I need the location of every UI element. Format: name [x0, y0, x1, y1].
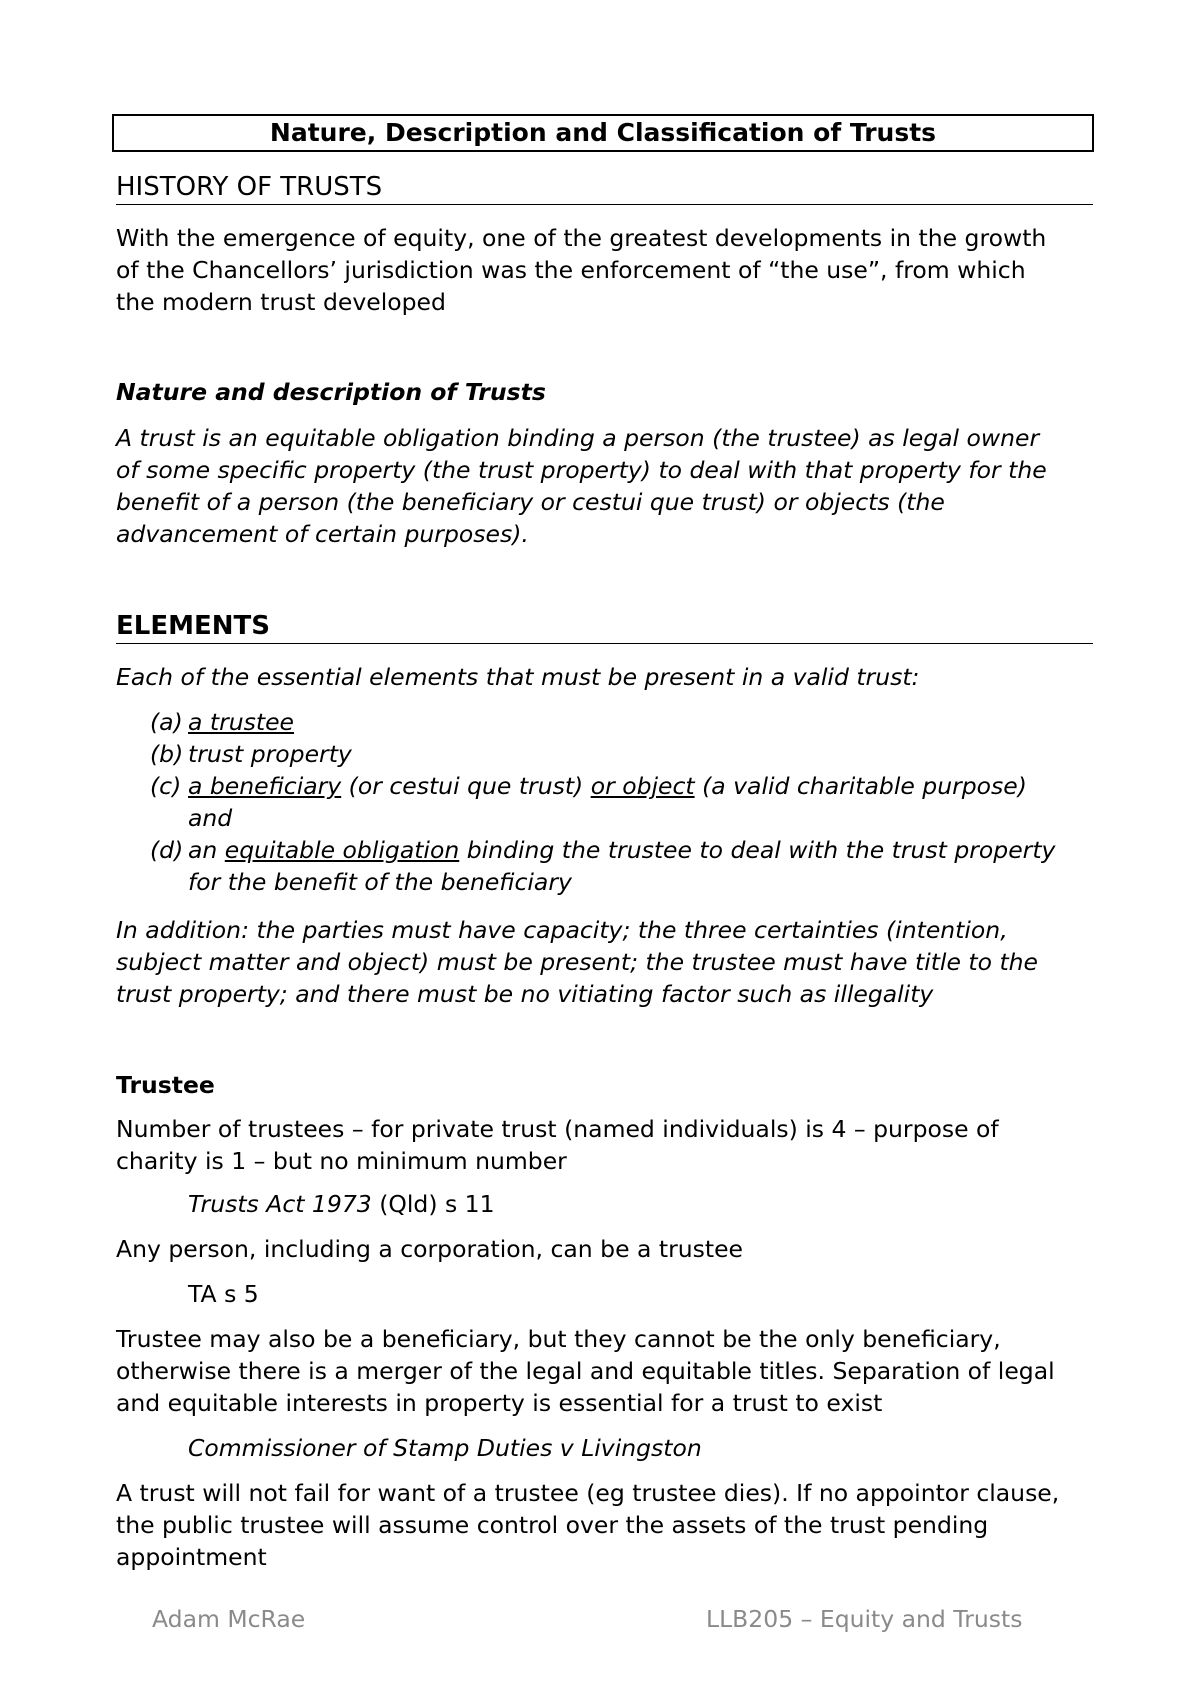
list-text: an [188, 836, 225, 864]
text-line: the modern trust developed [116, 288, 446, 316]
trustee-any-person: Any person, including a corporation, can be a trustee [116, 1235, 744, 1263]
nature-heading: Nature and description of Trusts [116, 378, 546, 406]
underlined-term: a beneficiary [188, 772, 342, 800]
elements-addition [116, 914, 1106, 1010]
text-line: Trustee may also be a beneficiary, but they cannot be the only beneficiary, [116, 1325, 1001, 1353]
elements-intro: Each of the essential elements that must be present in a valid trust: [116, 663, 920, 691]
text-line: charity is 1 – but no minimum number [116, 1147, 567, 1175]
text-line: of the Chancellors’ jurisdiction was the enforcement of “the use”, from which [116, 256, 1026, 284]
list-marker: (a) [150, 708, 183, 736]
elements-list [150, 706, 1100, 898]
underlined-term: equitable obligation [224, 836, 460, 864]
text-line: and equitable interests in property is essential for a trust to exist [116, 1389, 883, 1417]
text-line: trust property; and there must be no vitiating factor such as illegality [116, 980, 934, 1008]
footer-author: Adam McRae [152, 1605, 306, 1633]
list-item [150, 738, 1100, 770]
citation-title: Trusts Act 1973 [188, 1190, 372, 1218]
list-marker: (b) [150, 740, 184, 768]
underlined-term: or object [590, 772, 695, 800]
list-item [150, 834, 1100, 898]
text-line: the public trustee will assume control over the assets of the trust pending [116, 1511, 989, 1539]
citation-section: (Qld) s 11 [371, 1190, 495, 1218]
text-line: of some specific property (the trust property) to deal with that property for the [116, 456, 1047, 484]
trustee-beneficiary-paragraph [116, 1323, 1106, 1419]
list-text: and [188, 804, 233, 832]
list-text: (a valid charitable purpose) [694, 772, 1027, 800]
document-title: Nature, Description and Classification of Trusts [112, 114, 1094, 152]
list-text: for the benefit of the beneficiary [188, 868, 572, 896]
text-line: With the emergence of equity, one of the greatest developments in the growth [116, 224, 1047, 252]
text-line: Number of trustees – for private trust (named individuals) is 4 – purpose of [116, 1115, 999, 1143]
underlined-term: a trustee [188, 708, 295, 736]
list-text: (or cestui que trust) [341, 772, 591, 800]
text-line: appointment [116, 1543, 267, 1571]
footer-course: LLB205 – Equity and Trusts [706, 1605, 1023, 1633]
text-line: advancement of certain purposes). [116, 520, 529, 548]
list-item [150, 706, 1100, 738]
list-text: binding the trustee to deal with the trust property [459, 836, 1056, 864]
list-item [150, 770, 1100, 834]
citation-ta: TA s 5 [188, 1280, 259, 1308]
trustee-number-paragraph [116, 1113, 1106, 1177]
history-paragraph [116, 222, 1106, 318]
list-marker: (c) [150, 772, 182, 800]
text-line: A trust is an equitable obligation binding a person (the trustee) as legal owner [116, 424, 1040, 452]
citation-trusts-act [188, 1188, 495, 1220]
text-line: otherwise there is a merger of the legal and equitable titles. Separation of legal [116, 1357, 1055, 1385]
nature-paragraph [116, 422, 1106, 550]
text-line: In addition: the parties must have capacity; the three certainties (intention, [116, 916, 1008, 944]
text-line: A trust will not fail for want of a trustee (eg trustee dies). If no appointor clause, [116, 1479, 1060, 1507]
trustee-heading: Trustee [116, 1071, 215, 1099]
citation-livingston: Commissioner of Stamp Duties v Livingston [188, 1434, 702, 1462]
trustee-not-fail-paragraph [116, 1477, 1106, 1573]
history-heading: HISTORY OF TRUSTS [116, 170, 1093, 205]
list-text: trust property [188, 740, 352, 768]
text-line: benefit of a person (the beneficiary or cestui que trust) or objects (the [116, 488, 945, 516]
text-line: subject matter and object) must be present; the trustee must have title to the [116, 948, 1039, 976]
elements-heading: ELEMENTS [116, 609, 1093, 644]
list-marker: (d) [150, 836, 184, 864]
